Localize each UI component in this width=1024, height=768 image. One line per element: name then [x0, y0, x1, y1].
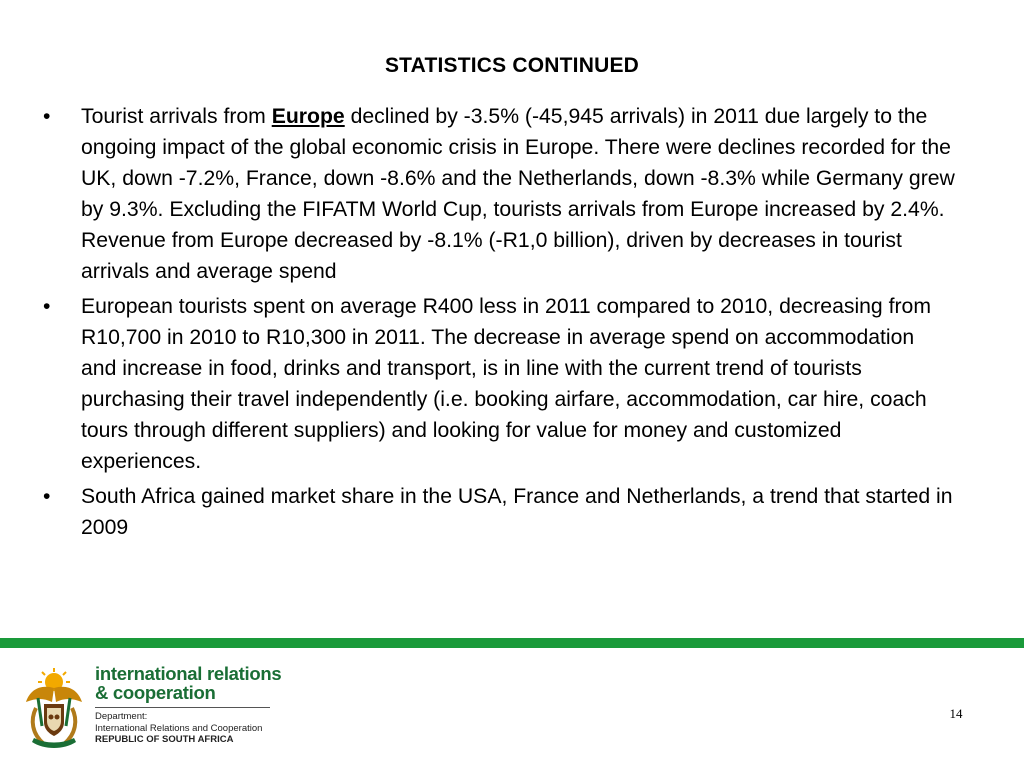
logo-divider — [95, 707, 270, 708]
bullet-item-europe-arrivals — [40, 101, 955, 287]
department-full-name: International Relations and Cooperation — [95, 722, 263, 734]
bullet-item-average-spend — [40, 291, 955, 477]
organization-name-line1: international relations — [95, 663, 282, 684]
slide-title: STATISTICS CONTINUED — [384, 54, 640, 77]
footer-divider-bar — [0, 638, 1024, 648]
bullet-marker: • — [43, 485, 51, 508]
bullet-item-market-share — [40, 481, 955, 543]
department-label: Department: — [95, 711, 148, 722]
bullet-text-start: Tourist arrivals from — [81, 105, 272, 128]
coat-of-arms-icon — [22, 668, 86, 752]
bullet-text-end: declined by -3.5% (-45,945 arrivals) in 2011 due largely to the ongoing impact of the global economic crisis in Europe. There were declines recorded for the UK, down -7.2%, France, down -8.6% and the Netherlands, down -8.3% while Germany grew by 9.3%. Excluding the FIFATM World Cup, tourists arrivals from Europe increased by 2.4%. Revenue from Europe decreased by -8.1% (-R1,0 billion), driven by decreases in tourist arrivals and average spend — [81, 105, 955, 283]
bullet-list — [40, 101, 955, 547]
country-name: REPUBLIC OF SOUTH AFRICA — [95, 734, 234, 745]
department-details — [95, 711, 262, 746]
department-logo — [22, 664, 282, 754]
page-number: 14 — [949, 706, 963, 721]
organization-name-line2: & cooperation — [95, 682, 216, 703]
bullet-emphasis-europe: Europe — [271, 105, 345, 128]
bullet-marker: • — [43, 295, 51, 318]
organization-name — [95, 664, 281, 702]
bullet-marker: • — [43, 105, 51, 128]
bullet-text: South Africa gained market share in the USA, France and Netherlands, a trend that started in 2009 — [81, 485, 953, 539]
bullet-text: European tourists spent on average R400 less in 2011 compared to 2010, decreasing from R10,700 in 2010 to R10,300 in 2011. The decrease in average spend on accommodation and increase in food, drinks and transport, is in line with the current trend of tourists purchasing their travel independently (i.e. booking airfare, accommodation, car hire, coach tours through different suppliers) and looking for value for money and customized experiences. — [81, 295, 931, 473]
